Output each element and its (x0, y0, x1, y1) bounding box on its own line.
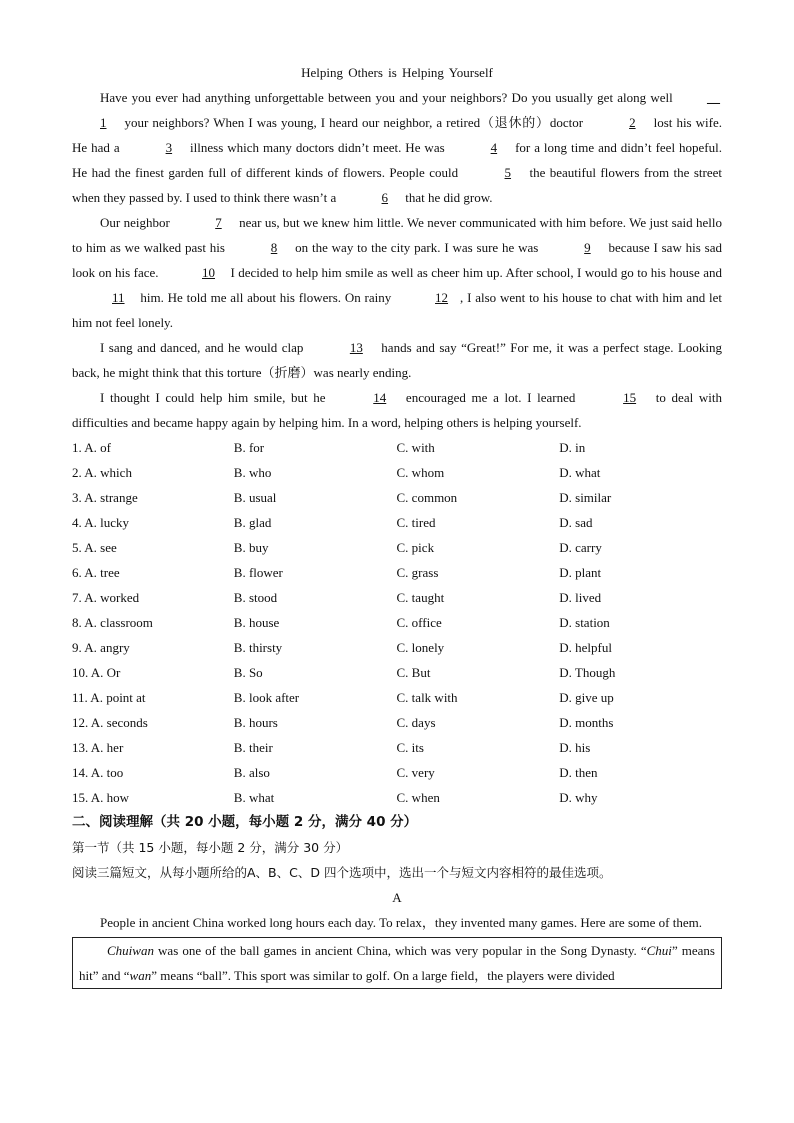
option-row-13 (72, 735, 722, 760)
text: encouraged me a lot. I learned (400, 390, 582, 405)
option-c[interactable]: C. lonely (396, 640, 445, 655)
option-b[interactable]: B. also (233, 765, 270, 780)
option-c[interactable]: C. its (396, 740, 424, 755)
blank-6: 6 (381, 190, 389, 205)
passage-letter: A (392, 890, 402, 905)
option-d[interactable]: D. then (559, 765, 598, 780)
blank-7: 7 (215, 215, 222, 230)
option-a[interactable]: 1. A. of (72, 440, 111, 455)
option-row-8 (72, 610, 722, 635)
option-row-7 (72, 585, 722, 610)
paragraph-1 (72, 85, 722, 210)
option-a[interactable]: 12. A. seconds (72, 715, 148, 730)
option-row-3 (72, 485, 722, 510)
text: I thought I could help him smile, but he (100, 390, 332, 405)
option-row-11 (72, 685, 722, 710)
blank-5: 5 (504, 165, 512, 180)
option-b[interactable]: B. for (233, 440, 265, 455)
text: ” means hit” and “ (79, 943, 715, 983)
option-c[interactable]: C. when (396, 790, 440, 805)
option-d[interactable]: D. why (559, 790, 598, 805)
blank-13: 13 (349, 340, 363, 355)
blank-12: 12 (435, 290, 449, 305)
option-b[interactable]: B. So (233, 665, 263, 680)
option-c[interactable]: C. taught (396, 590, 445, 605)
option-a[interactable]: 15. A. how (72, 790, 130, 805)
paragraph-3 (72, 335, 722, 385)
option-a[interactable]: 10. A. Or (72, 665, 121, 680)
option-a[interactable]: 6. A. tree (72, 565, 120, 580)
option-d[interactable]: D. give up (559, 690, 614, 705)
game-description-box (72, 937, 722, 989)
text: I sang and danced, and he would clap (100, 340, 308, 355)
option-a[interactable]: 5. A. see (72, 540, 117, 555)
option-c[interactable]: C. days (396, 715, 436, 730)
text: was one of the ball games in ancient China, which was very popular in the Song Dynasty. “ (153, 943, 647, 958)
option-d[interactable]: D. plant (559, 565, 602, 580)
option-b[interactable]: B. who (233, 465, 272, 480)
blank-10: 10 (202, 265, 215, 280)
box-text (79, 938, 715, 988)
option-a[interactable]: 8. A. classroom (72, 615, 153, 630)
option-b[interactable]: B. hours (233, 715, 278, 730)
option-row-1 (72, 435, 722, 460)
option-b[interactable]: B. glad (233, 515, 272, 530)
text: near us, but we knew him little. We never communicated with him before. We just said hello to him as we walked past his (72, 215, 722, 255)
text: that he did grow. (402, 190, 493, 205)
option-a[interactable]: 13. A. her (72, 740, 124, 755)
blank-11: 11 (112, 290, 125, 305)
option-c[interactable]: C. grass (396, 565, 439, 580)
blank-4: 4 (490, 140, 498, 155)
text: I decided to help him smile as well as cheer him up. After school, I would go to his house and (227, 265, 722, 280)
blank-3: 3 (165, 140, 173, 155)
blank-2: 2 (629, 115, 636, 130)
option-d[interactable]: D. sad (559, 515, 593, 530)
option-b[interactable]: B. buy (233, 540, 269, 555)
option-b[interactable]: B. usual (233, 490, 277, 505)
option-c[interactable]: C. whom (396, 465, 445, 480)
paragraph-4 (72, 385, 722, 435)
option-row-9 (72, 635, 722, 660)
option-b[interactable]: B. house (233, 615, 280, 630)
blank-0: __ (707, 90, 720, 105)
option-d[interactable]: D. Though (559, 665, 616, 680)
blank-8: 8 (270, 240, 278, 255)
option-b[interactable]: B. look after (233, 690, 300, 705)
option-c[interactable]: C. But (396, 665, 431, 680)
option-d[interactable]: D. lived (559, 590, 602, 605)
option-a[interactable]: 9. A. angry (72, 640, 130, 655)
option-row-12 (72, 710, 722, 735)
option-d[interactable]: D. in (559, 440, 586, 455)
option-b[interactable]: B. thirsty (233, 640, 283, 655)
text: because I saw his sad look on his face. (72, 240, 722, 280)
blank-9: 9 (584, 240, 591, 255)
option-a[interactable]: 4. A. lucky (72, 515, 130, 530)
instruction-text: 阅读三篇短文，从每小题所给的A、B、C、D 四个选项中，选出一个与短文内容相符的最佳选项。 (72, 865, 612, 880)
option-b[interactable]: B. what (233, 790, 275, 805)
option-a[interactable]: 2. A. which (72, 465, 132, 480)
option-c[interactable]: C. very (396, 765, 435, 780)
option-c[interactable]: C. tired (396, 515, 436, 530)
option-d[interactable]: D. carry (559, 540, 602, 555)
text: your neighbors? When I was young, I heard our neighbor, a retired（退休的）doctor (120, 115, 588, 130)
text: Have you ever had anything unforgettable between you and your neighbors? Do you usually get along well (100, 90, 677, 105)
term-wan: wan (129, 968, 152, 983)
subsection-heading: 第一节（共 15 小题，每小题 2 分，满分 30 分） (72, 840, 349, 855)
option-c[interactable]: C. talk with (396, 690, 458, 705)
blank-14: 14 (373, 390, 387, 405)
text: the beautiful flowers from the street when they passed by. I used to think there wasn’t a (72, 165, 722, 205)
option-row-10 (72, 660, 722, 685)
option-row-4 (72, 510, 722, 535)
exam-page (72, 60, 722, 989)
option-b[interactable]: B. stood (233, 590, 278, 605)
text: him. He told me all about his flowers. On rainy (136, 290, 396, 305)
option-c[interactable]: C. office (396, 615, 442, 630)
option-a[interactable]: 7. A. worked (72, 590, 140, 605)
option-c[interactable]: C. with (396, 440, 435, 455)
option-a[interactable]: 14. A. too (72, 765, 124, 780)
blank-1: 1 (100, 115, 107, 130)
option-d[interactable]: D. his (559, 740, 591, 755)
text: hands and say “Great!” For me, it was a perfect stage. Looking back, he might think that this torture（折磨）was nearly ending. (72, 340, 722, 380)
section-heading: 二、阅读理解（共 20 小题，每小题 2 分，满分 40 分） (72, 814, 418, 830)
option-row-15 (72, 785, 722, 810)
option-d[interactable]: D. station (559, 615, 610, 630)
option-b[interactable]: B. their (233, 740, 273, 755)
paragraph-2 (72, 210, 722, 335)
text: ” means “ball”. This sport was similar to golf. On a large field，the players were divided (151, 968, 615, 983)
option-a[interactable]: 11. A. point at (72, 690, 146, 705)
option-row-6 (72, 560, 722, 585)
option-row-2 (72, 460, 722, 485)
text: illness which many doctors didn’t meet. He was (186, 140, 449, 155)
option-c[interactable]: C. pick (396, 540, 435, 555)
option-d[interactable]: D. similar (559, 490, 612, 505)
term-chui: Chui (646, 943, 672, 958)
option-a[interactable]: 3. A. strange (72, 490, 138, 505)
passage-a-intro: People in ancient China worked long hours each day. To relax，they invented many games. Here are some of them. (100, 915, 702, 930)
text: to deal with difficulties and became happy again by helping him. In a word, helping others is helping yourself. (72, 390, 722, 430)
term-chuiwan: Chuiwan (107, 943, 154, 958)
passage-title: Helping Others is Helping Yourself (301, 65, 493, 80)
text: Our neighbor (100, 215, 174, 230)
text: for a long time and didn’t feel hopeful. He had the finest garden full of different kinds of flowers. People could (72, 140, 722, 180)
option-d[interactable]: D. months (559, 715, 614, 730)
option-b[interactable]: B. flower (233, 565, 283, 580)
option-d[interactable]: D. what (559, 465, 601, 480)
option-row-14 (72, 760, 722, 785)
blank-15: 15 (623, 390, 637, 405)
text: , I also went to his house to chat with him and let him not feel lonely. (72, 290, 723, 330)
option-row-5 (72, 535, 722, 560)
options-list (72, 435, 722, 810)
text: on the way to the city park. I was sure he was (291, 240, 543, 255)
option-d[interactable]: D. helpful (559, 640, 612, 655)
text: lost his wife. He had a (72, 115, 722, 155)
option-c[interactable]: C. common (396, 490, 458, 505)
